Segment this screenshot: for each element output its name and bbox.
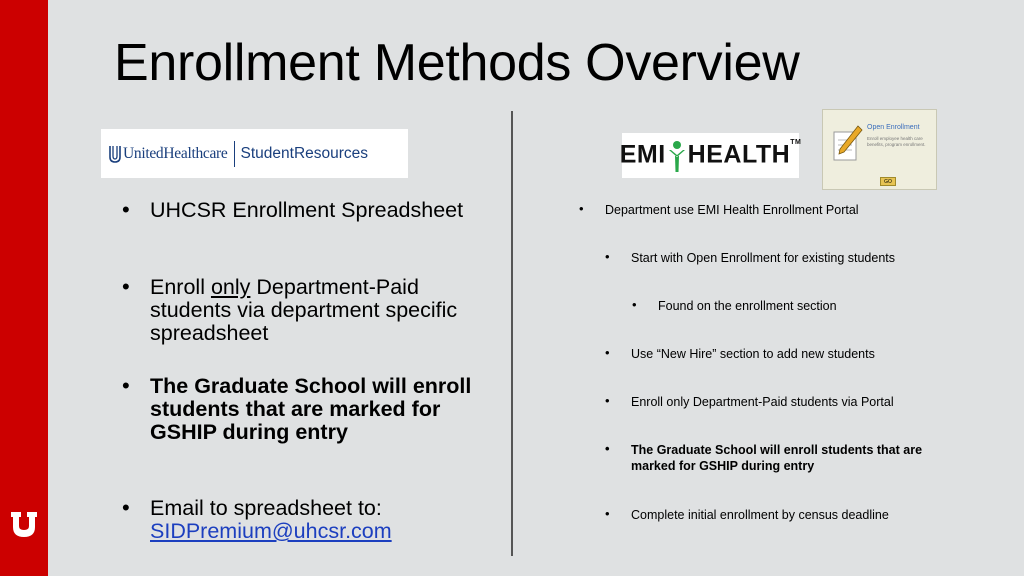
logo-separator bbox=[234, 141, 235, 167]
right-bullet-1 bbox=[579, 201, 905, 218]
page-title: Enrollment Methods Overview bbox=[114, 34, 800, 92]
bullet-dot: • bbox=[605, 345, 610, 360]
open-enrollment-description: Enroll employee health care benefits, program enrollment. bbox=[867, 136, 926, 147]
column-divider bbox=[511, 111, 513, 556]
right-bullet-5 bbox=[605, 393, 931, 410]
left-bullet-4-text: Email to spreadsheet to: bbox=[150, 496, 382, 520]
open-enrollment-go-button: GO bbox=[880, 177, 896, 186]
left-bullet-1-text: UHCSR Enrollment Spreadsheet bbox=[150, 198, 464, 222]
left-bullet-1 bbox=[122, 197, 480, 222]
open-enrollment-title: Open Enrollment bbox=[867, 124, 920, 131]
brand-sidebar bbox=[0, 0, 48, 576]
emi-person-figure-icon bbox=[667, 139, 687, 173]
emi-text-right: HEALTH bbox=[687, 140, 791, 169]
right-bullet-7-text: Complete initial enrollment by census deadline bbox=[631, 508, 889, 522]
right-bullet-4-text: Use “New Hire” section to add new students bbox=[631, 347, 875, 361]
uhc-brand-name: UnitedHealthcare bbox=[123, 144, 228, 162]
bullet-dot: • bbox=[605, 441, 610, 456]
bullet-dot: • bbox=[122, 373, 130, 398]
left-bullet-4 bbox=[122, 495, 480, 543]
emi-health-logo bbox=[619, 133, 802, 178]
emi-text-left: EMI bbox=[619, 140, 666, 169]
left-bullet-2-pre: Enroll bbox=[150, 275, 211, 299]
bullet-dot: • bbox=[605, 393, 610, 408]
bullet-dot: • bbox=[632, 297, 637, 312]
right-bullet-3-text: Found on the enrollment section bbox=[658, 299, 837, 313]
university-u-logo-icon bbox=[8, 508, 40, 540]
bullet-dot: • bbox=[605, 506, 610, 521]
left-bullet-2-post: Department-Paid students via department specific spreadsheet bbox=[150, 275, 458, 345]
bullet-dot: • bbox=[122, 197, 130, 222]
unitedhealthcare-student-resources-logo bbox=[101, 129, 408, 178]
uhc-product-name: StudentResources bbox=[240, 144, 369, 162]
left-bullet-3-text: The Graduate School will enroll students that are marked for GSHIP during entry bbox=[150, 374, 472, 444]
open-enrollment-screenshot bbox=[822, 109, 937, 190]
right-bullet-1-text: Department use EMI Health Enrollment Portal bbox=[605, 203, 859, 217]
bullet-dot: • bbox=[579, 201, 584, 216]
trademark: TM bbox=[790, 138, 802, 146]
left-bullet-2-underline: only bbox=[210, 275, 251, 299]
bullet-dot: • bbox=[122, 495, 130, 520]
right-bullet-6-text: The Graduate School will enroll students that are marked for GSHIP during entry bbox=[631, 443, 923, 473]
right-bullet-6 bbox=[605, 441, 936, 474]
uhc-logo-icon bbox=[109, 144, 121, 164]
emi-health-wordmark bbox=[620, 139, 802, 173]
email-link[interactable]: SIDPremium@uhcsr.com bbox=[150, 519, 392, 543]
right-bullet-2-text: Start with Open Enrollment for existing students bbox=[631, 251, 896, 265]
left-bullet-3 bbox=[122, 373, 480, 444]
right-bullet-5-text: Enroll only Department-Paid students via Portal bbox=[631, 395, 894, 409]
bullet-dot: • bbox=[605, 249, 610, 264]
right-bullet-2 bbox=[605, 249, 931, 266]
bullet-dot: • bbox=[122, 274, 130, 299]
pencil-document-icon bbox=[830, 124, 864, 164]
right-bullet-3 bbox=[632, 297, 938, 314]
left-bullet-2 bbox=[122, 274, 480, 345]
right-bullet-4 bbox=[605, 345, 931, 362]
right-bullet-7 bbox=[605, 506, 931, 523]
